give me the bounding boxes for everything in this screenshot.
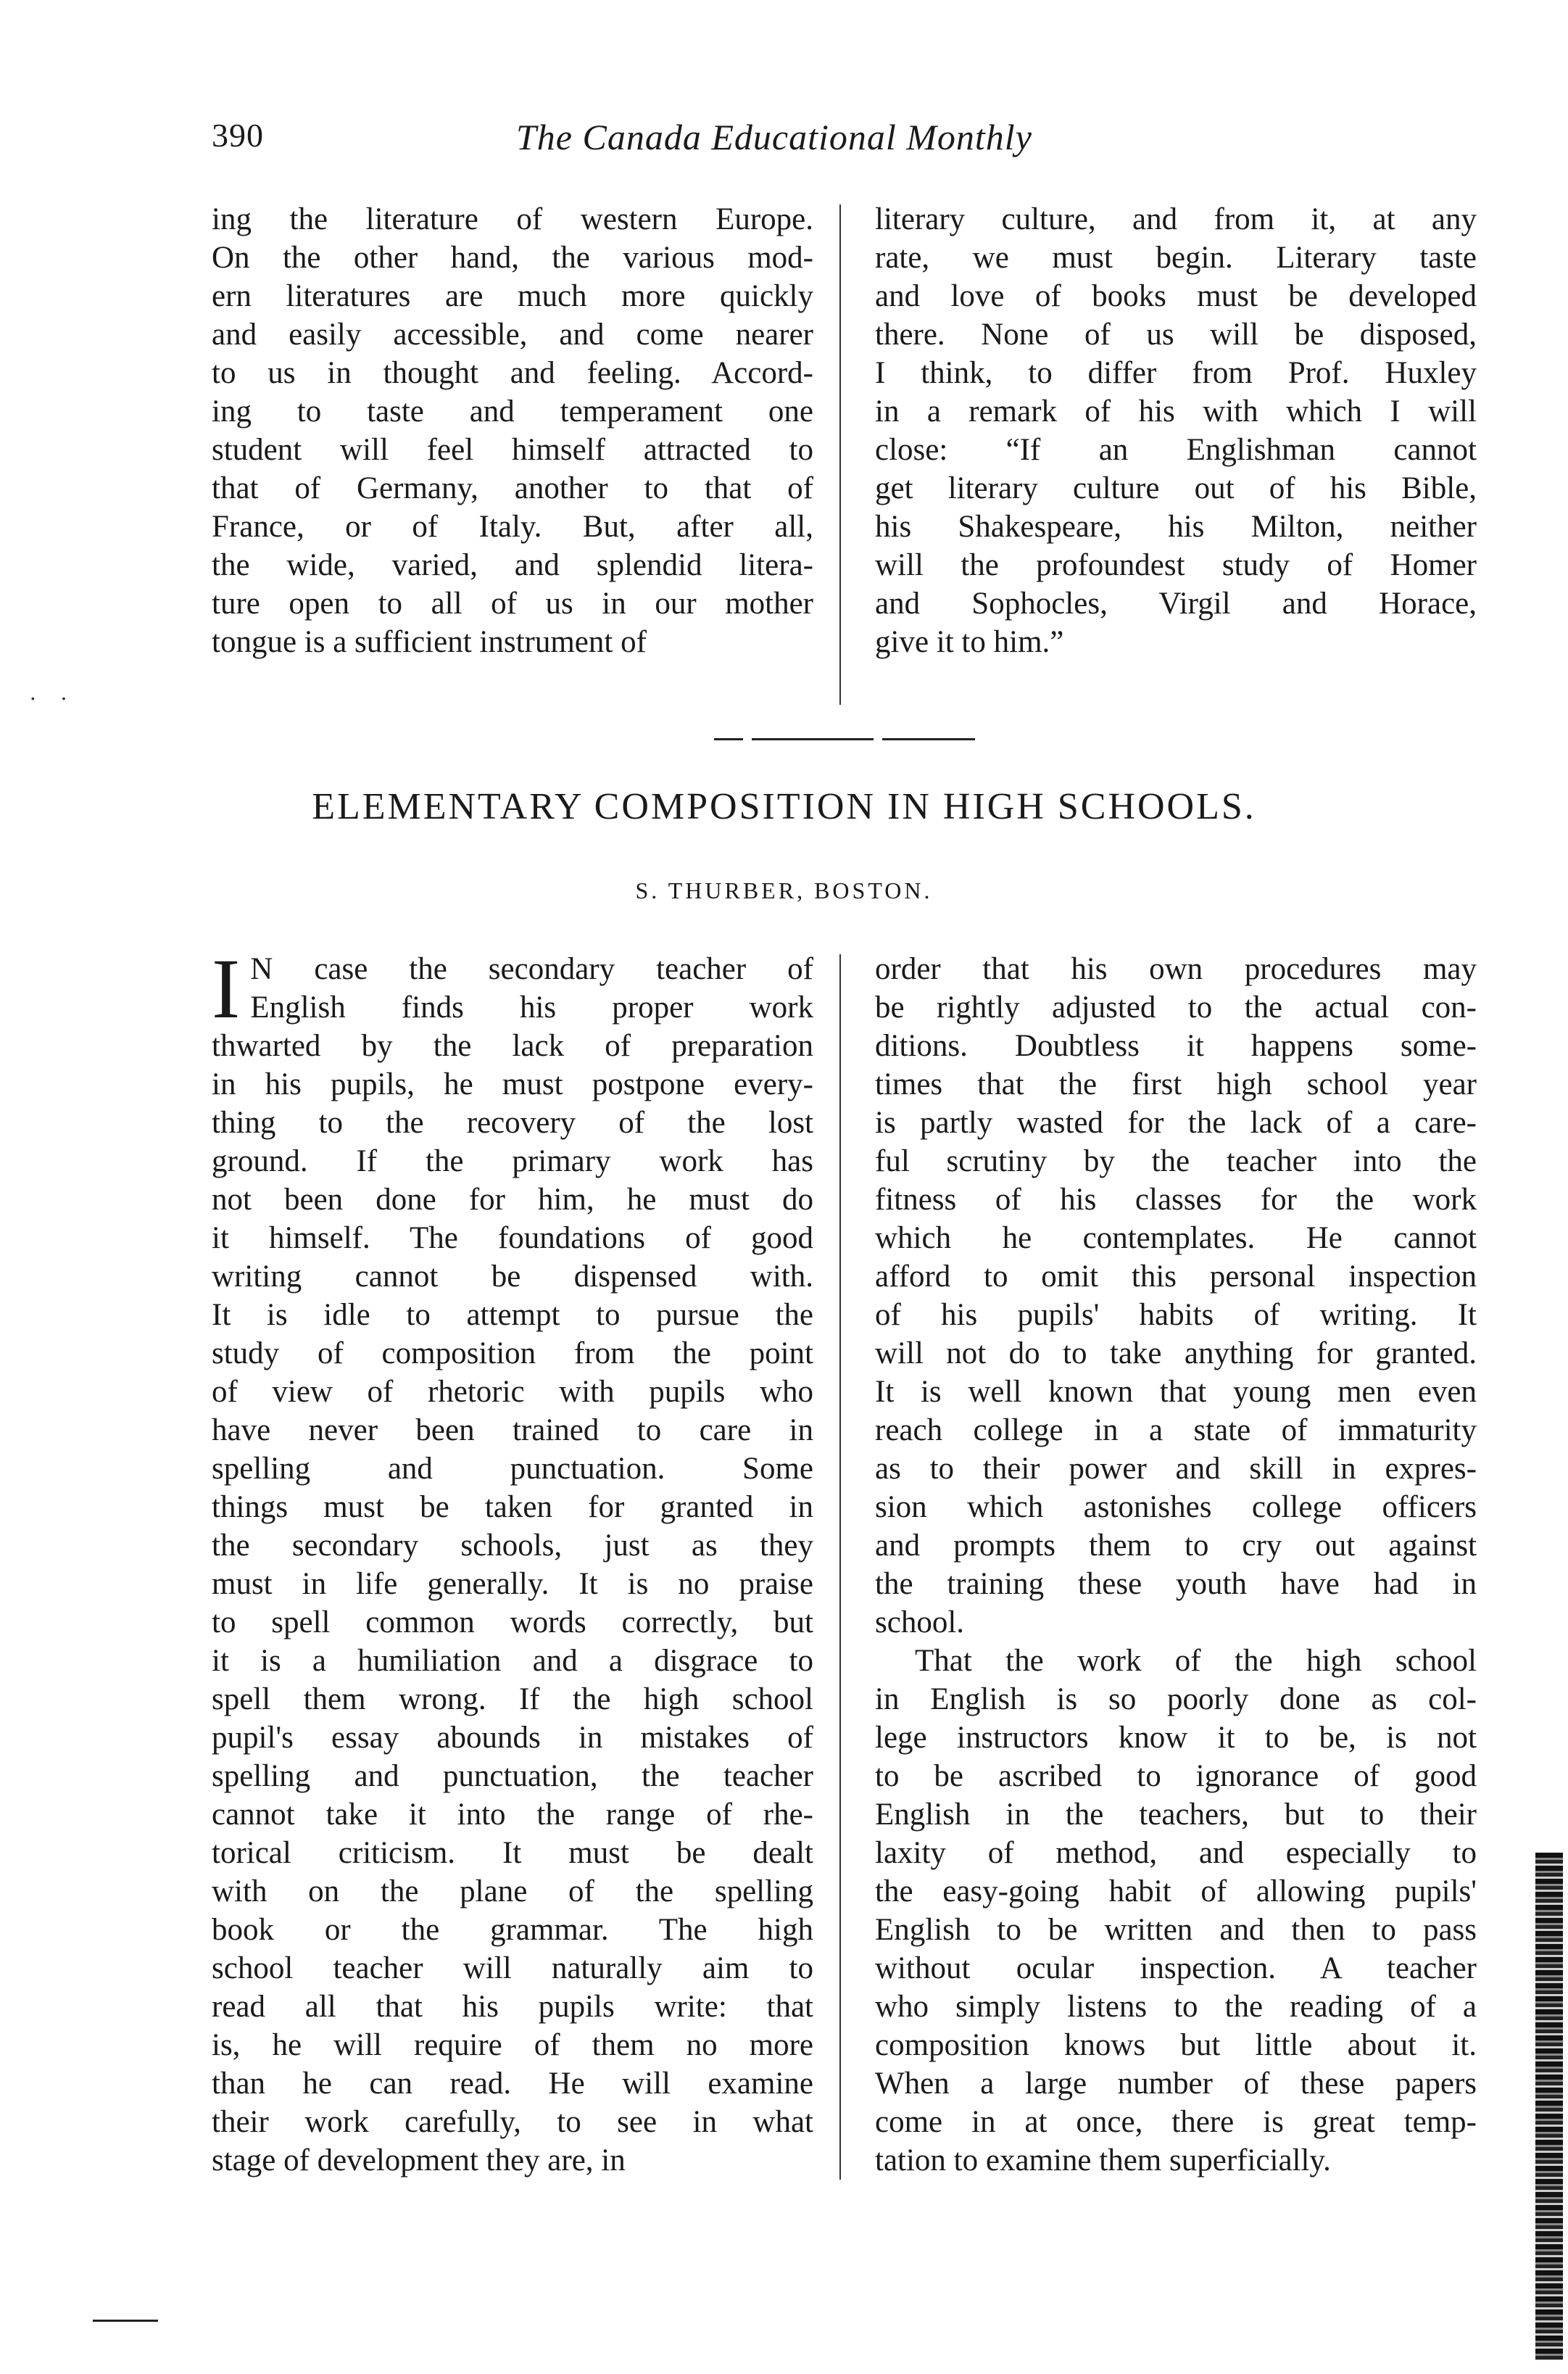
text-line: When a large number of these papers [875, 2067, 1477, 2101]
text-line: sion which astonishes college officers [875, 1490, 1477, 1524]
text-line: be rightly adjusted to the actual con- [875, 990, 1477, 1025]
text-line: in English is so poorly done as col- [875, 1682, 1477, 1716]
text-line: without ocular inspection. A teacher [875, 1951, 1477, 1985]
text-line: ern literatures are much more quickly [212, 279, 813, 313]
text-line: school. [875, 1605, 965, 1639]
text-line: spelling and punctuation. Some [212, 1452, 813, 1486]
text-line: English finds his proper work [250, 990, 813, 1025]
article-title: ELEMENTARY COMPOSITION IN HIGH SCHOOLS. [312, 786, 1256, 827]
continued-text-left-column [212, 200, 813, 661]
text-line: the secondary schools, just as they [212, 1529, 813, 1563]
text-line: his Shakespeare, his Milton, neither [875, 510, 1477, 544]
section-divider [714, 738, 975, 740]
text-line: is partly wasted for the lack of a care- [875, 1106, 1477, 1140]
footer-rule [93, 2320, 158, 2322]
text-line: ing the literature of western Europe. [212, 202, 813, 236]
text-line: times that the first high school year [875, 1067, 1477, 1101]
text-line: come in at once, there is great temp- [875, 2105, 1477, 2139]
text-line: than he can read. He will examine [212, 2067, 813, 2101]
text-line: school teacher will naturally aim to [212, 1951, 813, 1985]
text-line: spelling and punctuation, the teacher [212, 1759, 813, 1793]
text-line: is, he will require of them no more [212, 2028, 813, 2062]
text-line: have never been trained to care in [212, 1413, 813, 1447]
text-line: order that his own procedures may [875, 952, 1477, 986]
continued-text-right-column [875, 200, 1477, 661]
text-line: rate, we must begin. Literary taste [875, 241, 1477, 275]
text-line: book or the grammar. The high [212, 1913, 813, 1947]
scan-edge [1535, 1853, 1563, 2360]
text-line: to be ascribed to ignorance of good [875, 1759, 1477, 1793]
drop-cap: I [212, 941, 241, 1036]
text-line: N case the secondary teacher of [250, 952, 813, 986]
text-line: of his pupils' habits of writing. It [875, 1298, 1477, 1332]
text-line: it himself. The foundations of good [212, 1221, 813, 1255]
article-byline: S. THURBER, BOSTON. [635, 877, 933, 903]
text-line: and Sophocles, Virgil and Horace, [875, 587, 1477, 621]
text-line: in his pupils, he must postpone every- [212, 1067, 813, 1101]
text-line: torical criticism. It must be dealt [212, 1836, 813, 1870]
text-line: that of Germany, another to that of [212, 471, 813, 505]
text-line: English in the teachers, but to their [875, 1798, 1477, 1832]
text-line: it is a humiliation and a disgrace to [212, 1644, 813, 1678]
text-line: stage of development they are, in [212, 2143, 626, 2177]
text-line: and love of books must be developed [875, 279, 1477, 313]
text-line: close: “If an Englishman cannot [875, 433, 1477, 467]
running-title: The Canada Educational Monthly [516, 117, 1032, 157]
text-line: their work carefully, to see in what [212, 2105, 813, 2139]
text-line: of view of rhetoric with pupils who [212, 1375, 813, 1409]
text-line: spell them wrong. If the high school [212, 1682, 813, 1716]
text-line: cannot take it into the range of rhe- [212, 1798, 813, 1832]
text-line: there. None of us will be disposed, [875, 318, 1477, 352]
page-header [212, 116, 1488, 174]
text-line: On the other hand, the various mod- [212, 241, 813, 275]
text-line: must in life generally. It is no praise [212, 1567, 813, 1601]
text-line: read all that his pupils write: that [212, 1990, 813, 2024]
text-line: ground. If the primary work has [212, 1144, 813, 1178]
text-line: and easily accessible, and come nearer [212, 318, 813, 352]
text-line: thwarted by the lack of preparation [212, 1029, 813, 1063]
text-line: to spell common words correctly, but [212, 1605, 813, 1639]
text-line: the training these youth have had in [875, 1567, 1477, 1601]
article-right-column [875, 950, 1477, 2180]
text-line: things must be taken for granted in [212, 1490, 813, 1524]
column-divider [839, 204, 841, 705]
text-line: It is idle to attempt to pursue the [212, 1298, 813, 1332]
text-line: who simply listens to the reading of a [875, 1990, 1477, 2024]
text-line: lege instructors know it to be, is not [875, 1721, 1477, 1755]
text-line: tation to examine them superficially. [875, 2143, 1331, 2177]
text-line: student will feel himself attracted to [212, 433, 813, 467]
text-line: which he contemplates. He cannot [875, 1221, 1477, 1255]
text-line: That the work of the high school [915, 1644, 1477, 1678]
text-line: the wide, varied, and splendid litera- [212, 548, 813, 582]
article-left-lines [212, 941, 813, 2180]
text-line: ture open to all of us in our mother [212, 587, 813, 621]
text-line: reach college in a state of immaturity [875, 1413, 1477, 1447]
text-line: to us in thought and feeling. Accord- [212, 356, 813, 390]
text-line: ditions. Doubtless it happens some- [875, 1029, 1477, 1063]
text-line: writing cannot be dispensed with. [212, 1260, 813, 1294]
text-line: pupil's essay abounds in mistakes of [212, 1721, 813, 1755]
column-divider [839, 954, 841, 2180]
text-line: literary culture, and from it, at any [875, 202, 1477, 236]
text-line: tongue is a sufficient instrument of [212, 625, 647, 659]
text-line: study of composition from the point [212, 1336, 813, 1370]
text-line: France, or of Italy. But, after all, [212, 510, 813, 544]
text-line: will not do to take anything for granted. [875, 1336, 1477, 1370]
article-left-column [212, 941, 813, 2180]
text-line: will the profoundest study of Homer [875, 548, 1477, 582]
text-line: I think, to differ from Prof. Huxley [875, 356, 1477, 390]
text-line: give it to him.” [875, 625, 1064, 659]
text-line: and prompts them to cry out against [875, 1529, 1477, 1563]
text-line: thing to the recovery of the lost [212, 1106, 813, 1140]
text-line: not been done for him, he must do [212, 1183, 813, 1217]
text-line: ful scrutiny by the teacher into the [875, 1144, 1477, 1178]
page-number: 390 [212, 117, 264, 154]
text-line: get literary culture out of his Bible, [875, 471, 1477, 505]
text-line: composition knows but little about it. [875, 2028, 1477, 2062]
text-line: laxity of method, and especially to [875, 1836, 1477, 1870]
text-line: It is well known that young men even [875, 1375, 1477, 1409]
text-line: English to be written and then to pass [875, 1913, 1477, 1947]
text-line: the easy-going habit of allowing pupils' [875, 1874, 1477, 1908]
text-line: in a remark of his with which I will [875, 394, 1477, 429]
text-line: with on the plane of the spelling [212, 1874, 813, 1908]
text-line: as to their power and skill in expres- [875, 1452, 1477, 1486]
text-line: ing to taste and temperament one [212, 394, 813, 429]
margin-marks: · · [29, 685, 77, 711]
text-line: fitness of his classes for the work [875, 1183, 1477, 1217]
text-line: afford to omit this personal inspection [875, 1260, 1477, 1294]
